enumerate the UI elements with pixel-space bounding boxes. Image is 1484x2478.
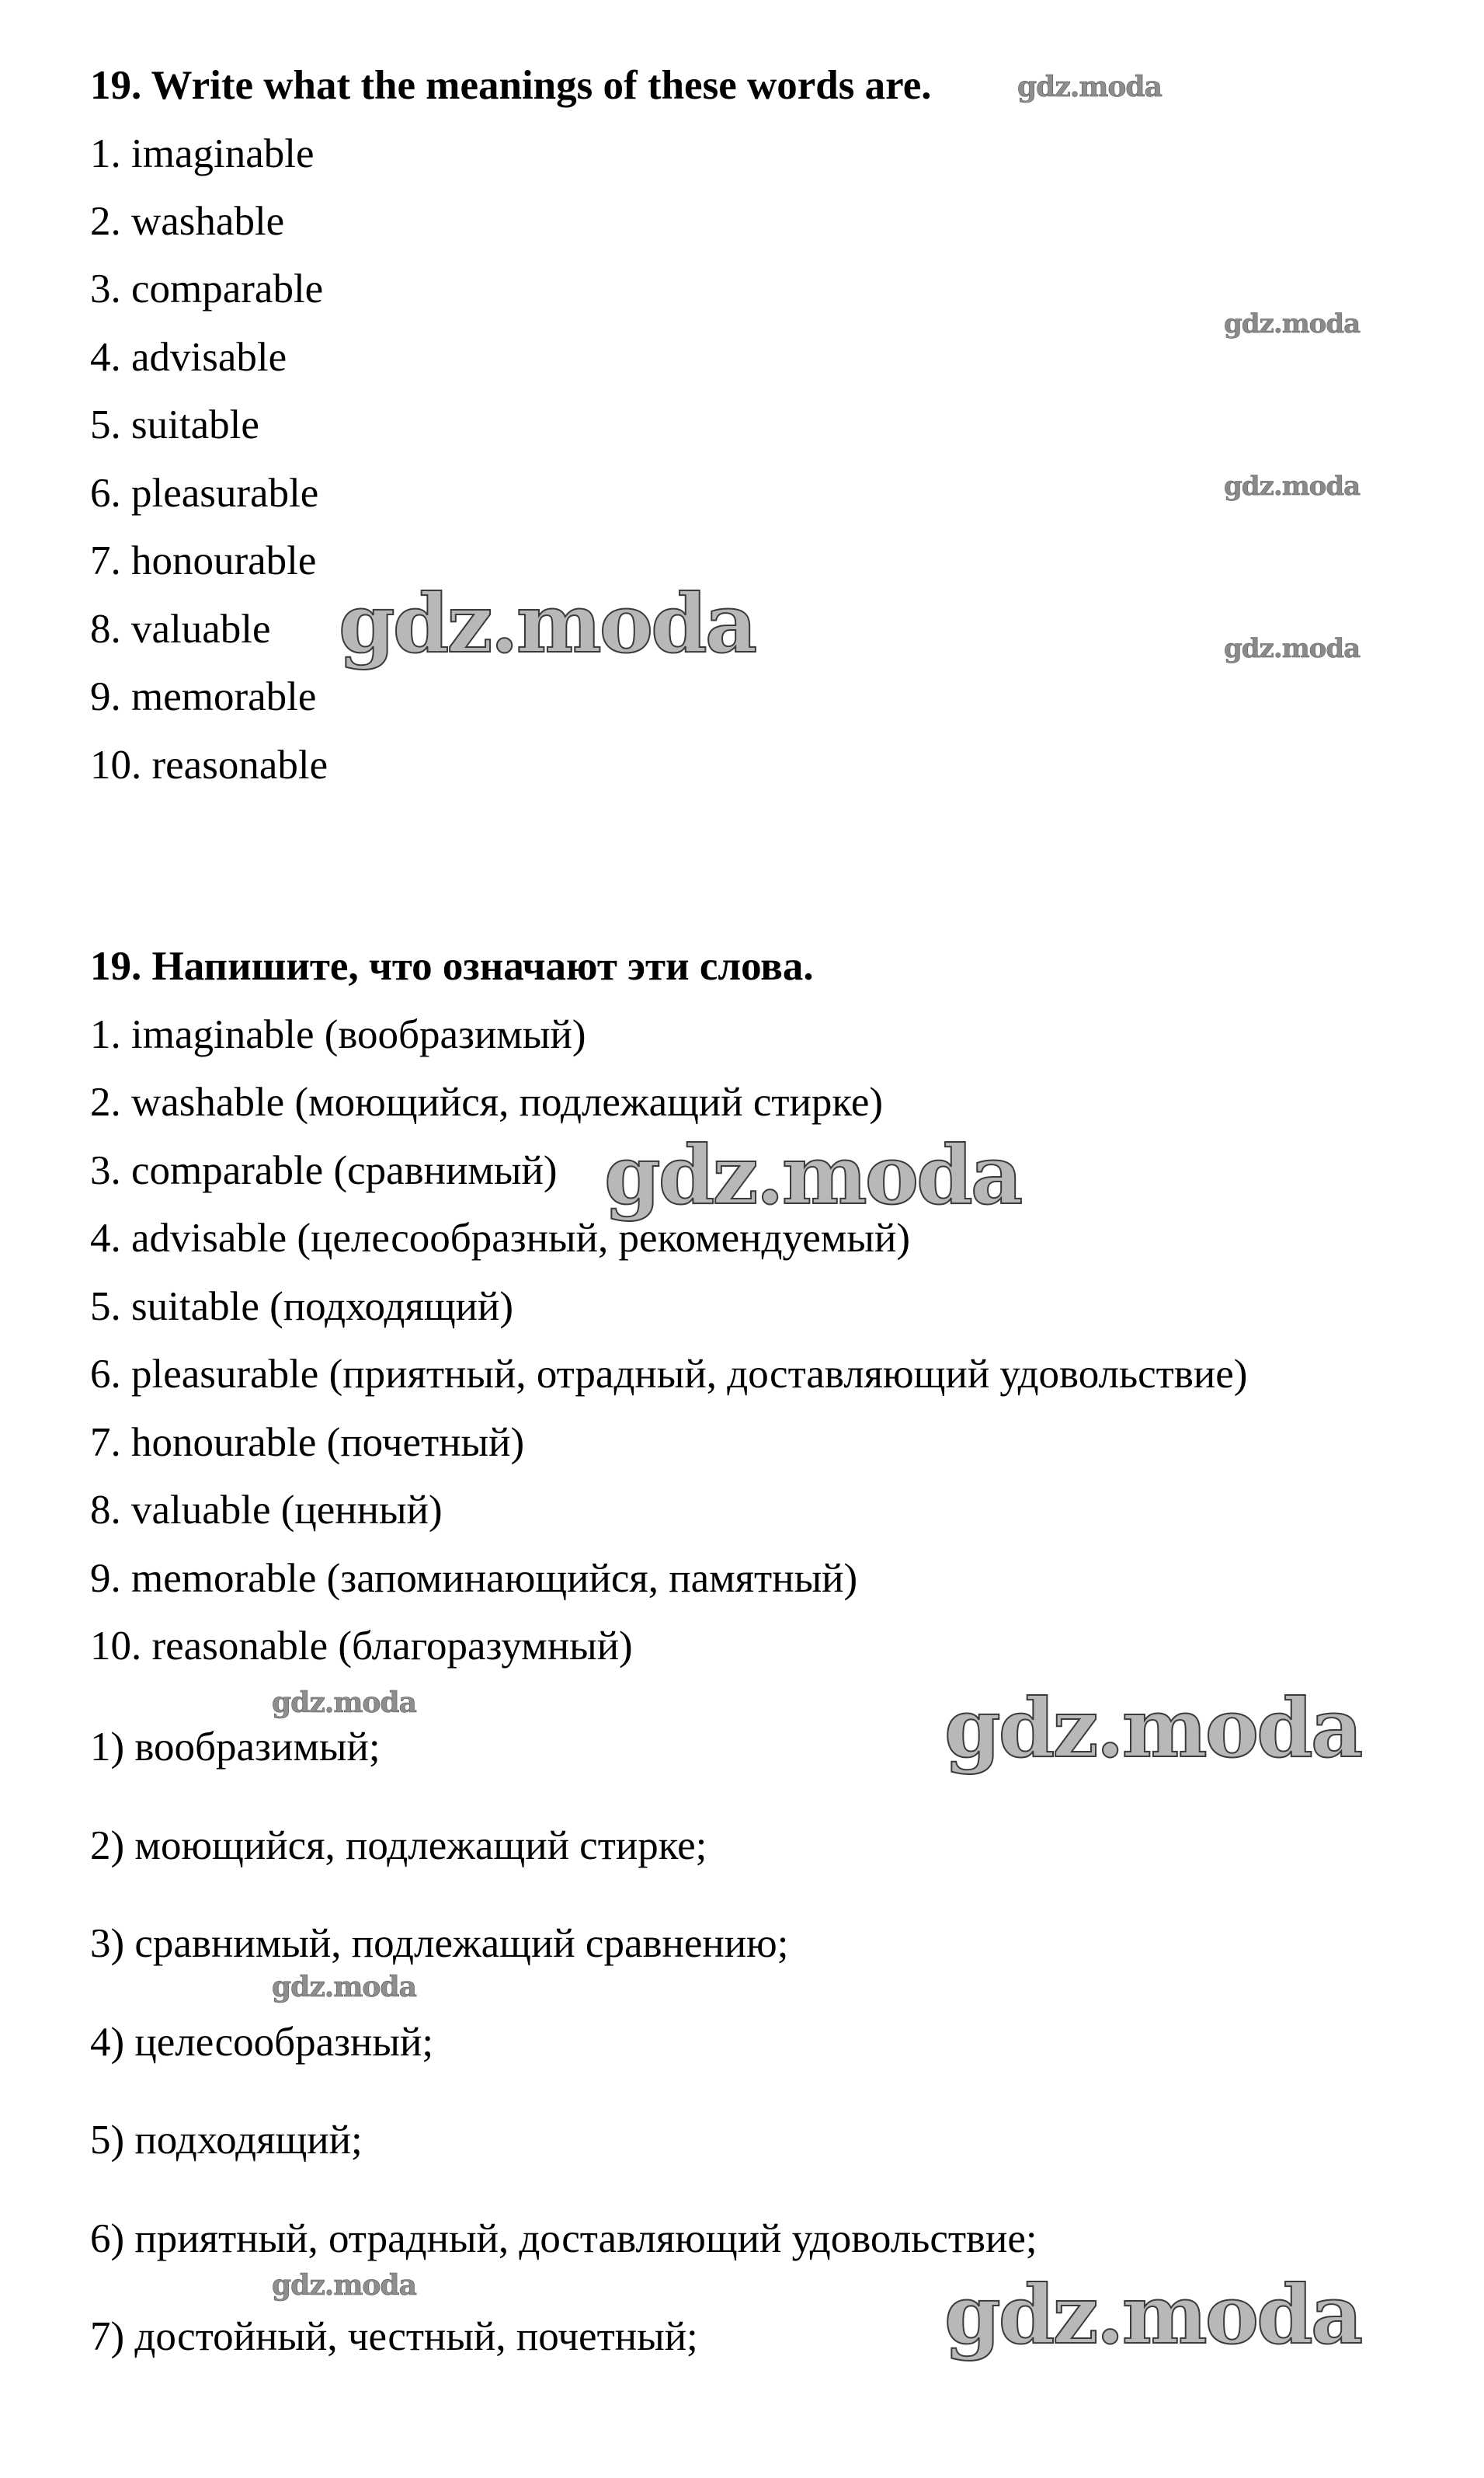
task-en-item: 7. honourable — [90, 538, 317, 583]
answer-item: 2) моющийся, подлежащий стирке; — [90, 1823, 707, 1868]
task-ru-item: 5. suitable (подходящий) — [90, 1284, 514, 1329]
task-en-item: 8. valuable — [90, 607, 271, 652]
task-en-item: 3. comparable — [90, 266, 324, 311]
watermark: gdz.moda — [1017, 71, 1162, 103]
task-en-item: 4. advisable — [90, 335, 287, 380]
answer-item: 5) подходящий; — [90, 2118, 363, 2163]
watermark: gdz.moda — [272, 1686, 416, 1719]
task-en-heading: 19. Write what the meanings of these words are. — [90, 63, 932, 108]
answer-item: 7) достойный, честный, почетный; — [90, 2314, 698, 2359]
answer-item: 4) целесообразный; — [90, 2020, 434, 2065]
task-en-item: 6. pleasurable — [90, 471, 319, 516]
watermark: gdz.moda — [1224, 308, 1361, 339]
task-ru-item: 8. valuable (ценный) — [90, 1488, 443, 1533]
task-ru-item: 6. pleasurable (приятный, отрадный, доставляющий удовольствие) — [90, 1352, 1248, 1397]
task-en-item: 9. memorable — [90, 674, 317, 719]
task-ru-item: 1. imaginable (вообразимый) — [90, 1012, 586, 1057]
watermark: gdz.moda — [272, 2269, 416, 2302]
watermark: gdz.moda — [944, 2267, 1361, 2362]
answer-item: 1) вообразимый; — [90, 1725, 381, 1770]
task-ru-item: 2. washable (моющийся, подлежащий стирке) — [90, 1080, 884, 1125]
task-ru-item: 10. reasonable (благоразумный) — [90, 1624, 633, 1669]
watermark: gdz.moda — [604, 1127, 1021, 1223]
watermark: gdz.moda — [339, 576, 756, 671]
task-en-item: 2. washable — [90, 199, 285, 244]
task-ru-item: 9. memorable (запоминающийся, памятный) — [90, 1556, 858, 1601]
watermark: gdz.moda — [944, 1680, 1361, 1776]
watermark: gdz.moda — [1224, 471, 1361, 502]
task-ru-item: 3. comparable (сравнимый) — [90, 1148, 558, 1193]
task-en-item: 10. reasonable — [90, 743, 328, 788]
task-en-item: 1. imaginable — [90, 131, 315, 176]
watermark: gdz.moda — [272, 1971, 416, 2003]
task-ru-item: 7. honourable (почетный) — [90, 1420, 525, 1465]
task-ru-heading: 19. Напишите, что означают эти слова. — [90, 944, 814, 989]
answer-item: 6) приятный, отрадный, доставляющий удовольствие; — [90, 2216, 1037, 2261]
answer-item: 3) сравнимый, подлежащий сравнению; — [90, 1921, 789, 1966]
task-en-item: 5. suitable — [90, 402, 259, 447]
task-ru-item: 4. advisable (целесообразный, рекомендуемый) — [90, 1216, 910, 1261]
watermark: gdz.moda — [1224, 633, 1361, 664]
